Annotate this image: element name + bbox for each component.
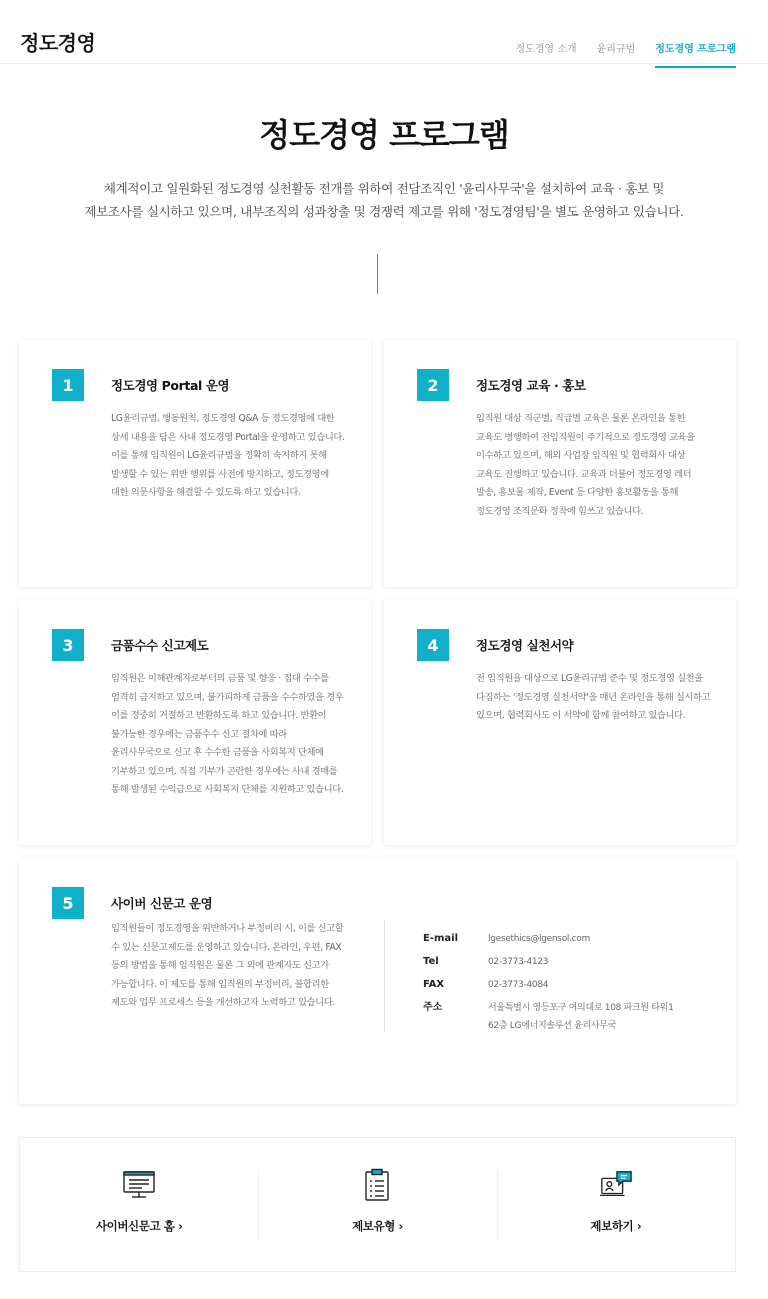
program-title: 금품수수 신고제도 (111, 638, 209, 653)
quicklink-label: 제보하기 › (590, 1219, 642, 1233)
program-description: 임직원은 이해관계자로부터의 금품 및 향응 · 접대 수수를 엄격히 금지하고 있으며, 불가피하게 금품을 수수하였을 경우 이를 정중히 거절하고 반환하도록 하고 있습니다. 반환이 불가능한 경우에는 금품수수 신고 절차에 따라 윤리사무국으로 신고 후 수수한 금품을 사회복지 단체에 기부하고 있으며, 직접 기부가 곤란한 경우에는 사내 경매를 통해 발생된 수익금으로 사회복지 단체를 지원하고 있습니다. (111, 673, 344, 795)
program-card-gift-report (19, 600, 371, 845)
nav-program[interactable]: 정도경영 프로그램 (655, 40, 736, 68)
email-label: E-mail (423, 933, 459, 944)
program-description: 임직원 대상 직군별, 직급별 교육은 물론 온라인을 통한 교육도 병행하여 전임직원이 주기적으로 정도경영 교육을 이수하고 있으며, 해외 사업장 임직원 및 협력회사 대상 교육도 진행하고 있습니다. 교육과 더불어 정도경영 레터 발송, 홍보물 제작, Event 등 다양한 홍보활동을 통해 정도경영 조직문화 정착에 힘쓰고 있습니다. (476, 413, 695, 517)
quicklink-label: 제보유형 › (352, 1219, 403, 1233)
program-number: 2 (417, 369, 449, 401)
site-logo[interactable]: 정도경영 (20, 31, 96, 55)
email-value[interactable]: lgesethics@lgensol.com (488, 934, 590, 944)
intro-line-2: 제보조사를 실시하고 있으며, 내부조직의 성과창출 및 경쟁력 제고를 위해 '정도경영팀'을 별도 운영하고 있습니다. (84, 204, 684, 219)
intro-text (30, 177, 738, 223)
program-title: 사이버 신문고 운영 (111, 896, 213, 911)
quick-links (19, 1137, 736, 1272)
address-line-2: 62층 LG에너지솔루션 윤리사무국 (488, 1021, 617, 1031)
program-card-education (384, 340, 736, 587)
program-number: 4 (417, 629, 449, 661)
tel-value: 02-3773-4123 (488, 957, 549, 967)
nav-intro[interactable]: 정도경영 소개 (515, 44, 577, 55)
header (0, 0, 768, 64)
report-chat-icon (599, 1168, 633, 1202)
fax-label: FAX (423, 979, 445, 990)
contact-email-row (423, 930, 674, 948)
program-card-portal (19, 340, 371, 587)
tel-label: Tel (423, 956, 439, 967)
contact-info (423, 930, 674, 1040)
address-line-1: 서울특별시 영등포구 여의대로 108 파크원 타워1 (488, 1003, 674, 1013)
quicklink-report-types[interactable] (258, 1138, 496, 1271)
quicklink-label: 사이버신문고 홈 › (95, 1219, 183, 1233)
program-card-pledge (384, 600, 736, 845)
contact-divider (384, 920, 385, 1032)
contact-tel-row (423, 953, 674, 971)
contact-address-row (423, 999, 674, 1035)
program-description: LG윤리규범, 행동원칙, 정도경영 Q&A 등 정도경영에 대한 상세 내용을 담은 사내 정도경영 Portal을 운영하고 있습니다. 이를 통해 임직원이 LG윤리규범을 정확히 숙지하지 못해 발생할 수 있는 위반 행위를 사전에 방지하고, 정도경영에 대한 의문사항을 해결할 수 있도록 하고 있습니다. (111, 413, 345, 498)
program-description: 전 임직원을 대상으로 LG윤리규범 준수 및 정도경영 실천을 다짐하는 '정도경영 실천서약'을 매년 온라인을 통해 실시하고 있으며, 협력회사도 이 서약에 함께 참여하고 있습니다. (476, 673, 711, 721)
program-title: 정도경영 교육 · 홍보 (476, 378, 586, 393)
monitor-icon (122, 1168, 156, 1202)
fax-value: 02-3773-4084 (488, 980, 549, 990)
program-title: 정도경영 Portal 운영 (111, 378, 230, 393)
program-number: 3 (52, 629, 84, 661)
quicklink-cyber-petition-home[interactable] (20, 1138, 258, 1271)
nav-ethics-code[interactable]: 윤리규범 (596, 44, 636, 55)
program-number: 5 (52, 887, 84, 919)
program-description: 임직원들이 정도경영을 위반하거나 부정비리 시, 이를 신고할 수 있는 신문고제도를 운영하고 있습니다. 온라인, 우편, FAX 등의 방법을 통해 임직원은 물론 그 외에 관계자도 신고가 가능합니다. 이 제도를 통해 임직원의 부정비리, 불합리한 제도와 업무 프로세스 등을 개선하고자 노력하고 있습니다. (111, 923, 344, 1008)
intro-line-1: 체계적이고 일원화된 정도경영 실천활동 전개를 위하여 전담조직인 '윤리사무국'을 설치하여 교육 · 홍보 및 (103, 181, 665, 196)
contact-fax-row (423, 976, 674, 994)
divider-line (377, 254, 378, 294)
address-value (488, 999, 674, 1035)
program-title: 정도경영 실천서약 (476, 638, 574, 653)
program-number: 1 (52, 369, 84, 401)
quicklink-submit-report[interactable] (497, 1138, 735, 1271)
program-card-cyber-petition (19, 858, 736, 1104)
clipboard-icon (360, 1168, 394, 1202)
page-title: 정도경영 프로그램 (259, 116, 509, 154)
top-nav (515, 40, 736, 68)
address-label: 주소 (423, 1002, 443, 1013)
